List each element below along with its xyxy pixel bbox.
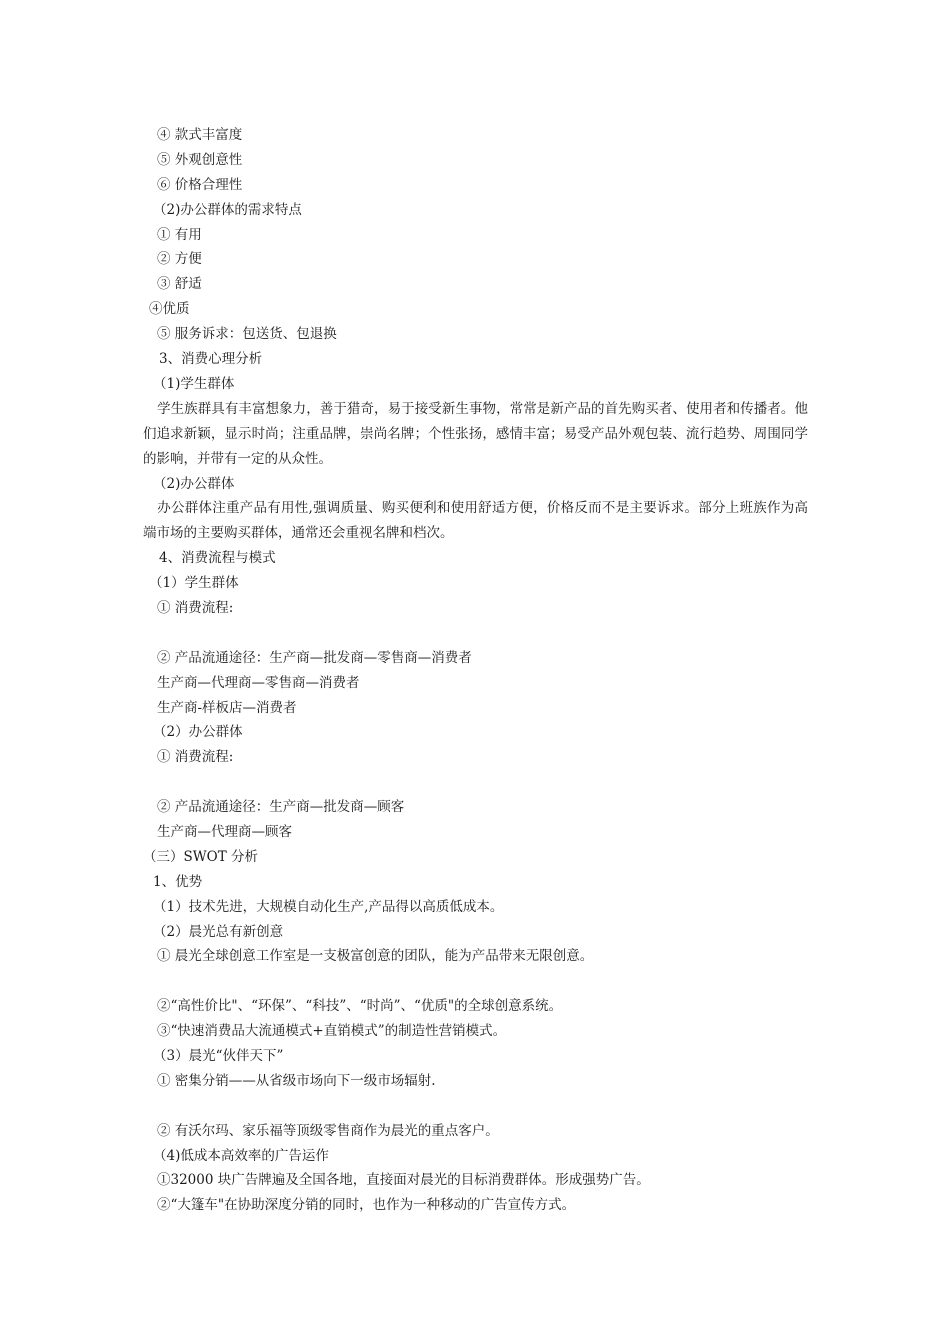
channel-line-office-agent: 生产商—代理商—顾客 bbox=[157, 824, 292, 841]
heading-consumption-flow: 4、消费流程与模式 bbox=[159, 550, 276, 567]
heading-student-flow: （1）学生群体 bbox=[149, 575, 239, 592]
heading-swot: （三）SWOT 分析 bbox=[143, 848, 258, 865]
list-item-price-reasonableness: ⑥ 价格合理性 bbox=[157, 176, 243, 193]
blank-line bbox=[143, 969, 808, 994]
paragraph-student-psychology-text: 学生族群具有丰富想象力，善于猎奇，易于接受新生事物，常常是新产品的首先购买者、使用者和传播者。他们追求新颖，显示时尚；注重品牌，崇尚名牌；个性张扬，感情丰富；易受产品外观包装、流行趋势、周围同学的影响，并带有一定的从众性。 bbox=[143, 400, 808, 467]
heading-student-group: （1)学生群体 bbox=[153, 375, 235, 392]
heading-office-group: （2)办公群体 bbox=[153, 475, 235, 492]
list-item-creative-system: ②“高性价比"、“环保”、“科技”、“时尚”、“优质"的全球创意系统。 bbox=[157, 998, 563, 1015]
paragraph-student-psychology bbox=[143, 397, 808, 472]
list-item-marketing-model: ③“快速消费品大流通模式+直销模式”的制造性营销模式。 bbox=[157, 1023, 507, 1040]
strength-partners: （3）晨光“伙伴天下” bbox=[153, 1048, 284, 1065]
list-item-convenient: ② 方便 bbox=[157, 251, 202, 268]
paragraph-office-psychology bbox=[143, 496, 808, 546]
list-item-quality: ④优质 bbox=[149, 301, 190, 318]
channel-line-sample-store: 生产商-样板店—消费者 bbox=[157, 699, 297, 716]
paragraph-office-psychology-text: 办公群体注重产品有用性,强调质量、购买便利和使用舒适方便，价格反而不是主要诉求。部分上班族作为高端市场的主要购买群体，通常还会重视名牌和档次。 bbox=[143, 500, 808, 542]
list-item-creative-studio: ① 晨光全球创意工作室是一支极富创意的团队，能为产品带来无限创意。 bbox=[157, 948, 594, 965]
list-item-service: ⑤ 服务诉求：包送货、包退换 bbox=[157, 326, 337, 343]
heading-consumer-psychology: 3、消费心理分析 bbox=[159, 351, 263, 368]
strength-advertising: （4)低成本高效率的广告运作 bbox=[153, 1147, 329, 1164]
list-item-office-channel: ② 产品流通途径：生产商—批发商—顾客 bbox=[157, 799, 405, 816]
list-item-student-process: ① 消费流程: bbox=[157, 600, 234, 616]
list-item-useful: ① 有用 bbox=[157, 226, 202, 243]
list-item-office-process: ① 消费流程: bbox=[157, 749, 234, 766]
strength-creativity: （2）晨光总有新创意 bbox=[153, 923, 284, 940]
list-item-appearance-creativity: ⑤ 外观创意性 bbox=[157, 151, 243, 168]
list-item-student-channel: ② 产品流通途径：生产商—批发商—零售商—消费者 bbox=[157, 649, 472, 666]
heading-office-demand: （2)办公群体的需求特点 bbox=[153, 201, 302, 218]
list-item-dense-distribution: ① 密集分销——从省级市场向下一级市场辐射. bbox=[157, 1072, 436, 1089]
blank-line bbox=[143, 770, 808, 795]
document-body bbox=[143, 123, 808, 1218]
heading-strengths: 1、优势 bbox=[153, 873, 203, 890]
list-item-key-retailers: ② 有沃尔玛、家乐福等顶级零售商作为晨光的重点客户。 bbox=[157, 1122, 499, 1139]
list-item-caravan: ②“大篷车"在协助深度分销的同时，也作为一种移动的广告宣传方式。 bbox=[157, 1197, 576, 1214]
blank-line bbox=[143, 621, 808, 646]
list-item-billboards: ①32000 块广告牌遍及全国各地，直接面对晨光的目标消费群体。形成强势广告。 bbox=[157, 1172, 650, 1189]
strength-technology: （1）技术先进，大规模自动化生产,产品得以高质低成本。 bbox=[153, 898, 504, 915]
list-item-style-variety: ④ 款式丰富度 bbox=[157, 127, 243, 143]
heading-office-flow: （2）办公群体 bbox=[153, 724, 243, 741]
channel-line-agent: 生产商—代理商—零售商—消费者 bbox=[157, 674, 360, 691]
blank-line bbox=[143, 1094, 808, 1119]
list-item-comfortable: ③ 舒适 bbox=[157, 276, 202, 293]
